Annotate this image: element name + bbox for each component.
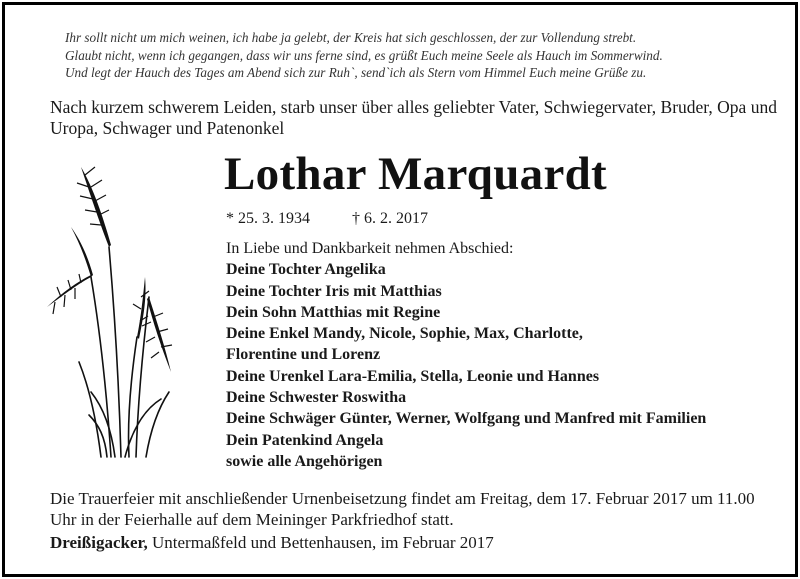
intro-text: Nach kurzem schwerem Leiden, starb unser über alles geliebter Vater, Schwiegervater, Bruder, Opa und Uropa, Schwager und Patenonkel <box>50 97 777 138</box>
place-and-date <box>50 533 494 553</box>
mourner-line: Deine Schwäger Günter, Werner, Wolfgang und Manfred mit Familien <box>226 410 707 428</box>
poem <box>65 29 785 82</box>
mourner-line: Deine Schwester Roswitha <box>226 389 407 407</box>
mourner-line: Dein Patenkind Angela <box>226 431 384 449</box>
place-rest: Untermaßfeld und Bettenhausen, im Februar 2017 <box>147 533 494 552</box>
place-main: Dreißigacker, <box>50 533 148 552</box>
mourner-line: Deine Enkel Mandy, Nicole, Sophie, Max, Charlotte, <box>226 325 583 343</box>
wheat-ears-icon <box>41 157 191 467</box>
mourner-line: Dein Sohn Matthias mit Regine <box>226 303 441 321</box>
mourner-line: Florentine und Lorenz <box>226 346 381 364</box>
poem-line: Ihr sollt nicht um mich weinen, ich habe ja gelebt, der Kreis hat sich geschlossen, der zur Vollendung strebt. <box>65 30 637 45</box>
life-dates <box>226 210 428 228</box>
obituary-frame <box>2 2 798 577</box>
mourners-list <box>226 238 786 472</box>
birth-date: * 25. 3. 1934 <box>226 210 310 227</box>
funeral-notice: Die Trauerfeier mit anschließender Urnenbeisetzung findet am Freitag, dem 17. Februar 2017 um 11.00 Uhr in der Feierhalle auf dem Meininger Parkfriedhof statt. <box>50 489 755 529</box>
mourners-intro: In Liebe und Dankbarkeit nehmen Abschied: <box>226 240 514 257</box>
death-date: † 6. 2. 2017 <box>352 210 428 227</box>
mourner-line: Deine Tochter Angelika <box>226 261 386 279</box>
deceased-name: Lothar Marquardt <box>224 148 608 200</box>
mourner-line: sowie alle Angehörigen <box>226 452 383 470</box>
poem-line: Und legt der Hauch des Tages am Abend sich zur Ruh`, send`ich als Stern vom Himmel Euch meine Grüße zu. <box>65 65 647 80</box>
poem-line: Glaubt nicht, wenn ich gegangen, dass wir uns ferne sind, es grüßt Euch meine Seele als Hauch im Sommerwind. <box>65 47 663 63</box>
mourner-line: Deine Urenkel Lara-Emilia, Stella, Leonie und Hannes <box>226 367 600 385</box>
mourner-line: Deine Tochter Iris mit Matthias <box>226 282 442 300</box>
